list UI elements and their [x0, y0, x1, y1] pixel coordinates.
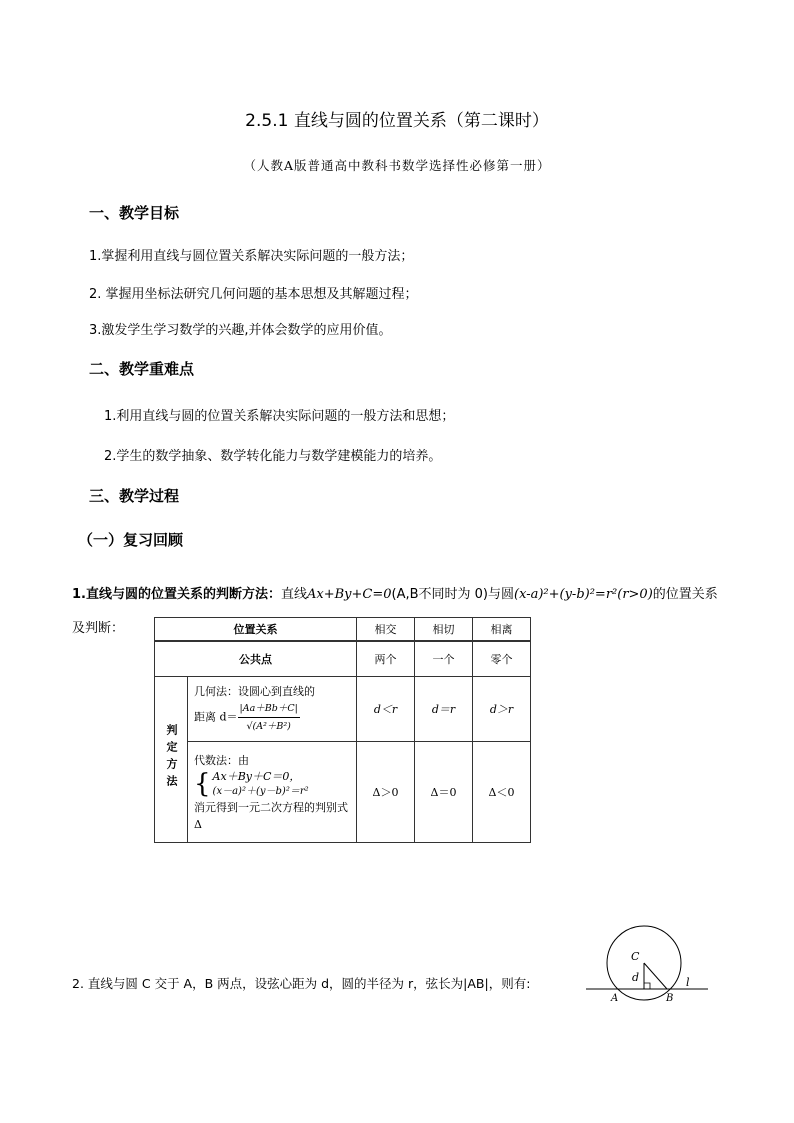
- table-cell: 一个: [415, 641, 473, 677]
- geometric-method-label: 几何法：设圆心到直线的: [194, 685, 315, 698]
- algebraic-method-cell: [188, 742, 357, 843]
- header-cell: 相交: [357, 618, 415, 642]
- point-b-label: B: [666, 993, 674, 1004]
- fraction-denominator: √(A²＋B²): [246, 721, 291, 732]
- objective-item-1: 1.掌握利用直线与圆位置关系解决实际问题的一般方法；: [89, 249, 414, 264]
- fraction-numerator: |Aa＋Bb＋C|: [238, 700, 300, 718]
- table-row: [155, 677, 531, 742]
- position-relation-table: [154, 617, 531, 843]
- center-label: C: [631, 950, 640, 963]
- geometric-method-cell: [188, 677, 357, 742]
- method-label-cell: [155, 677, 188, 843]
- distance-label: 距离 d＝: [194, 710, 238, 724]
- table-cell: Δ＜0: [473, 742, 531, 843]
- table-cell: Δ＞0: [357, 742, 415, 843]
- table-cell: d＞r: [473, 677, 531, 742]
- point-a-label: A: [611, 993, 619, 1004]
- table-cell: 零个: [473, 641, 531, 677]
- keypoint-item-1: 1.利用直线与圆的位置关系解决实际问题的一般方法和思想；: [104, 409, 455, 424]
- radius-segment: [644, 963, 667, 989]
- table-row: [155, 641, 531, 677]
- section-keypoints-heading: 二、教学重难点: [89, 360, 195, 378]
- brace-icon: {: [194, 768, 211, 799]
- objective-item-2: 2. 掌握用坐标法研究几何问题的基本思想及其解题过程；: [89, 287, 418, 302]
- header-cell: 相切: [415, 618, 473, 642]
- header-cell: 位置关系: [155, 618, 357, 642]
- distance-d-label: d: [632, 971, 640, 984]
- question-2-text: 2. 直线与圆 C 交于 A，B 两点，设弦心距为 d，圆的半径为 r，弦长为|AB|，则有:: [72, 976, 531, 991]
- header-cell: 相离: [473, 618, 531, 642]
- question-1-text-a: 直线: [280, 587, 307, 602]
- question-1-lead: 1.直线与圆的位置关系的判断方法：: [72, 587, 281, 602]
- table-row: [155, 742, 531, 843]
- section-objectives-heading: 一、教学目标: [89, 204, 180, 222]
- circle-chord-figure: [580, 925, 714, 1010]
- page-title: 2.5.1 直线与圆的位置关系（第二课时）: [245, 111, 549, 131]
- table-cell: d＝r: [415, 677, 473, 742]
- circle-equation: (x-a)²+(y-b)²=r²: [514, 587, 618, 602]
- question-1-text-c: 的位置关系: [652, 587, 718, 602]
- question-1-text-b: (A,B不同时为 0)与圆: [391, 587, 515, 602]
- table-row: [155, 618, 531, 642]
- subsection-review-heading: （一）复习回顾: [78, 531, 184, 549]
- page-subtitle: （人教A版普通高中教科书数学选择性必修第一册）: [243, 158, 551, 173]
- objective-item-3: 3.激发学生学习数学的兴趣,并体会数学的应用价值。: [89, 323, 392, 338]
- method-label: 判定方法: [165, 724, 178, 792]
- line-equation: Ax+By+C=0: [307, 587, 392, 602]
- question-1-line: [72, 583, 718, 602]
- keypoint-item-2: 2.学生的数学抽象、数学转化能力与数学建模能力的培养。: [104, 449, 442, 464]
- algebraic-method-desc: 消元得到一元二次方程的判别式 Δ: [194, 800, 348, 831]
- system-equation-1: Ax＋By＋C＝0，: [212, 769, 301, 783]
- table-cell: d＜r: [357, 677, 415, 742]
- distance-fraction: [238, 700, 300, 735]
- line-l-label: l: [686, 976, 690, 989]
- question-1-text-d: 及判断：: [72, 621, 125, 636]
- section-process-heading: 三、教学过程: [89, 487, 180, 505]
- right-angle-mark: [644, 983, 650, 989]
- radius-condition: (r>0): [617, 587, 653, 602]
- system-equation-2: (x－a)²＋(y－b)²＝r²: [212, 785, 309, 797]
- table-cell: Δ＝0: [415, 742, 473, 843]
- algebraic-method-label: 代数法：由: [194, 753, 249, 767]
- table-cell: 公共点: [155, 641, 357, 677]
- table-cell: 两个: [357, 641, 415, 677]
